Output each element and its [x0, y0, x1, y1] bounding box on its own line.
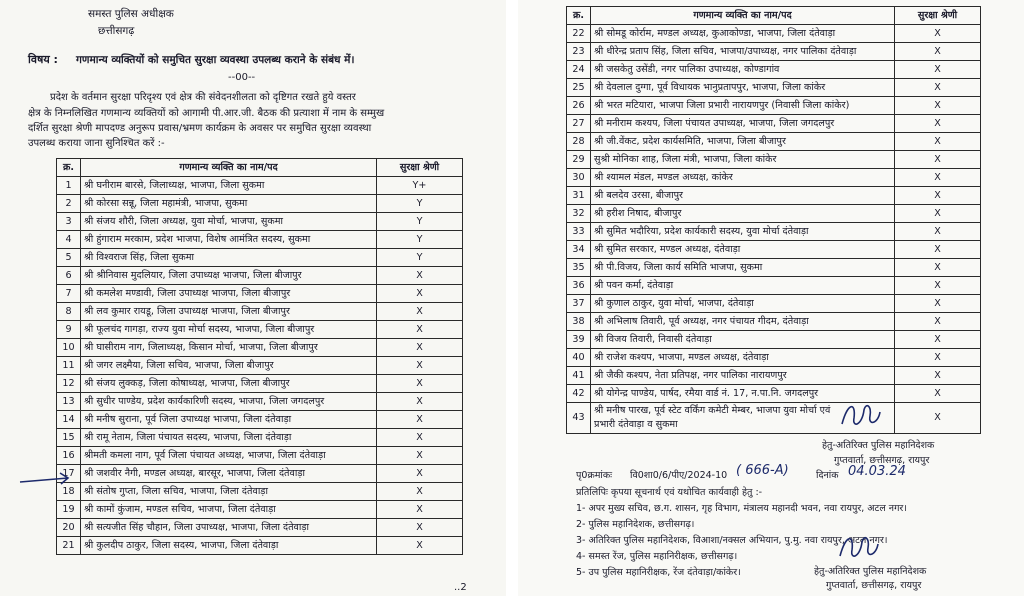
row-serial: 22	[567, 25, 591, 43]
row-security-category: X	[895, 385, 981, 403]
table-header-row	[567, 7, 981, 25]
row-security-category: X	[377, 447, 463, 465]
row-serial: 31	[567, 187, 591, 205]
table-row	[567, 295, 981, 313]
row-name-designation: श्री सुधीर पाण्डेय, प्रदेश कार्यकारिणी सदस्य, भाजपा, जिला जगदलपुर	[81, 393, 377, 411]
row-name-designation: श्री लव कुमार रायडू, जिला उपाध्यक्ष भाजपा, जिला बीजापुर	[81, 303, 377, 321]
table-row	[567, 331, 981, 349]
row-serial: 11	[57, 357, 81, 375]
table-row	[57, 375, 463, 393]
row-security-category: X	[895, 277, 981, 295]
row-serial: 12	[57, 375, 81, 393]
row-name-designation: श्री बलदेव उरसा, बीजापुर	[591, 187, 895, 205]
date-handwritten: 04.03.24	[848, 464, 906, 479]
row-name-designation: श्री मनीष सुराना, पूर्व जिला उपाध्यक्ष भाजपा, जिला दंतेवाड़ा	[81, 411, 377, 429]
row-serial: 24	[567, 61, 591, 79]
row-serial: 7	[57, 285, 81, 303]
row-security-category: X	[895, 97, 981, 115]
row-serial: 21	[57, 537, 81, 555]
letter-page-1	[0, 0, 506, 596]
row-security-category: X	[895, 223, 981, 241]
row-name-designation: श्री विजय तिवारी, निवासी दंतेवाड़ा	[591, 331, 895, 349]
row-serial: 4	[57, 231, 81, 249]
row-serial: 14	[57, 411, 81, 429]
row-security-category: X	[895, 187, 981, 205]
row-name-designation: श्री जैकी कश्यप, नेता प्रतिपक्ष, नगर पालिका नारायणपुर	[591, 367, 895, 385]
row-security-category: X	[895, 205, 981, 223]
table-row	[567, 97, 981, 115]
row-name-line-1: श्री मनीष पारख, पूर्व स्टेट वर्किंग कमेटी मेम्बर, भाजपा युवा मोर्चा एवं	[594, 405, 831, 416]
body-line-4: उपलब्ध कराया जाना सुनिश्चित करें :-	[28, 138, 165, 149]
table-row	[57, 357, 463, 375]
row-name-designation: श्री हुंगाराम मरकाम, प्रदेश भाजपा, विशेष आमंत्रित सदस्य, सुकमा	[81, 231, 377, 249]
table-row	[57, 321, 463, 339]
copy-intro: प्रतिलिपिः कृपया सूचनार्थ एवं यथोचित कार्यवाही हेतु :-	[576, 487, 763, 498]
row-security-category: X	[377, 303, 463, 321]
table-row	[567, 403, 981, 434]
subject-text: गणमान्य व्यक्तियों को समुचित सुरक्षा व्यवस्था उपलब्ध कराने के संबंध में।	[76, 54, 355, 66]
row-serial: 18	[57, 483, 81, 501]
row-serial: 30	[567, 169, 591, 187]
row-security-category: X	[377, 285, 463, 303]
row-security-category: X	[895, 43, 981, 61]
row-serial: 29	[567, 151, 591, 169]
row-name-designation: श्री जगर लक्ष्मैया, जिला सचिव, भाजपा, जिला बीजापुर	[81, 357, 377, 375]
row-security-category: Y	[377, 249, 463, 267]
table-row	[57, 213, 463, 231]
row-security-category: X	[895, 241, 981, 259]
row-name-designation: श्री कुणाल ठाकुर, युवा मोर्चा, भाजपा, दंतेवाड़ा	[591, 295, 895, 313]
row-serial: 15	[57, 429, 81, 447]
row-name-designation: श्री जशवीर नैगी, मण्डल अध्यक्ष, बारसूर, भाजपा, जिला दंतेवाड़ा	[81, 465, 377, 483]
table-row	[567, 79, 981, 97]
ref-number: वि0शा0/6/पीए/2024-10	[630, 470, 728, 481]
table-header-row	[57, 159, 463, 177]
table-row	[57, 339, 463, 357]
table-row	[567, 349, 981, 367]
row-name-designation: श्री पवन कर्मा, दंतेवाड़ा	[591, 277, 895, 295]
table-row	[57, 483, 463, 501]
table-row	[57, 537, 463, 555]
row-name-designation: श्री धीरेन्द्र प्रताप सिंह, जिला सचिव, भाजपा/उपाध्यक्ष, नगर पालिका दंतेवाड़ा	[591, 43, 895, 61]
col-header-sn: क्र.	[567, 7, 591, 25]
col-header-name: गणमान्य व्यक्ति का नाम/पद	[81, 159, 377, 177]
row-security-category: X	[377, 501, 463, 519]
row-name-designation: श्री कामों कुंजाम, मण्डल सचिव, भाजपा, जिला दंतेवाड़ा	[81, 501, 377, 519]
row-name-designation: श्री घनीराम बारसे, जिलाध्यक्ष, भाजपा, जिला सुकमा	[81, 177, 377, 195]
row-name-designation: सुश्री मोनिका शाह, जिला मंत्री, भाजपा, जिला कांकेर	[591, 151, 895, 169]
table-row	[57, 177, 463, 195]
row-serial: 1	[57, 177, 81, 195]
table-row	[57, 447, 463, 465]
row-serial: 13	[57, 393, 81, 411]
copy-item-4: 4- समस्त रेंज, पुलिस महानिरीक्षक, छत्तीसगढ़।	[576, 551, 738, 562]
row-serial: 35	[567, 259, 591, 277]
table-row	[567, 61, 981, 79]
row-serial: 28	[567, 133, 591, 151]
table-row	[57, 465, 463, 483]
col-header-name: गणमान्य व्यक्ति का नाम/पद	[591, 7, 895, 25]
subject-label: विषय :	[28, 53, 58, 66]
table-row	[567, 223, 981, 241]
row-serial: 20	[57, 519, 81, 537]
row-name-designation: श्री राजेश कश्यप, भाजपा, मण्डल अध्यक्ष, दंतेवाड़ा	[591, 349, 895, 367]
row-security-category: X	[895, 25, 981, 43]
row-security-category: X	[377, 267, 463, 285]
signature-mark-2	[836, 530, 882, 564]
row-name-designation: श्री भरत मटियारा, भाजपा जिला प्रभारी नारायणपुर (निवासी जिला कांकेर)	[591, 97, 895, 115]
row-security-category: X	[377, 519, 463, 537]
dignitary-table-left	[56, 158, 463, 555]
table-row	[567, 25, 981, 43]
table-row	[57, 519, 463, 537]
table-row	[57, 429, 463, 447]
row-serial: 41	[567, 367, 591, 385]
row-name-designation: श्री सोमडू कोर्राम, मण्डल अध्यक्ष, कुआकोण्डा, भाजपा, जिला दंतेवाड़ा	[591, 25, 895, 43]
row-security-category: X	[895, 133, 981, 151]
body-line-1: प्रदेश के वर्तमान सुरक्षा परिदृश्य एवं क्षेत्र की संवेदनशीलता को दृष्टिगत रखते हुये वस्तर	[50, 92, 356, 103]
table-row	[567, 169, 981, 187]
row-serial: 16	[57, 447, 81, 465]
row-security-category: X	[377, 429, 463, 447]
row-security-category: X	[377, 537, 463, 555]
row-serial: 32	[567, 205, 591, 223]
row-serial: 27	[567, 115, 591, 133]
row-serial: 39	[567, 331, 591, 349]
row-serial: 25	[567, 79, 591, 97]
row-serial: 36	[567, 277, 591, 295]
table-row	[57, 231, 463, 249]
copy-item-2: 2- पुलिस महानिदेशक, छत्तीसगढ़।	[576, 519, 695, 530]
table-row	[57, 411, 463, 429]
table-row	[567, 115, 981, 133]
row-security-category: X	[377, 465, 463, 483]
signatory-2-line-1: हेतु-अतिरिक्त पुलिस महानिदेशक	[814, 566, 927, 577]
row-security-category: Y	[377, 195, 463, 213]
row-serial: 26	[567, 97, 591, 115]
row-security-category: X	[377, 375, 463, 393]
row-serial: 2	[57, 195, 81, 213]
signature-mark	[838, 398, 884, 432]
table-row	[57, 303, 463, 321]
row-serial: 9	[57, 321, 81, 339]
signatory-2-line-2: गुप्तवार्ता, छत्तीसगढ़, रायपुर	[826, 580, 922, 591]
table-row	[57, 195, 463, 213]
row-serial: 37	[567, 295, 591, 313]
table-row	[57, 285, 463, 303]
page-number: ..2	[454, 582, 467, 593]
row-security-category: X	[895, 259, 981, 277]
row-name-designation: श्री पी.विजय, जिला कार्य समिति भाजपा, सुकमा	[591, 259, 895, 277]
divider-text: --00--	[228, 72, 256, 83]
table-row	[567, 385, 981, 403]
table-row	[567, 151, 981, 169]
row-name-designation: श्री जी.वेंकट, प्रदेश कार्यसमिति, भाजपा, जिला बीजापुर	[591, 133, 895, 151]
copy-item-1: 1- अपर मुख्य सचिव, छ.ग. शासन, गृह विभाग, मंत्रालय महानदी भवन, नवा रायपुर, अटल नगर।	[576, 503, 907, 514]
table-row	[57, 501, 463, 519]
row-serial: 3	[57, 213, 81, 231]
row-security-category: X	[895, 295, 981, 313]
row-serial: 5	[57, 249, 81, 267]
row-name-designation: श्री श्रीनिवास मुदलियार, जिला उपाध्यक्ष भाजपा, जिला बीजापुर	[81, 267, 377, 285]
row-serial: 38	[567, 313, 591, 331]
ref-label: पृ0क्रमांकः	[576, 470, 613, 481]
table-row	[567, 205, 981, 223]
col-header-sn: क्र.	[57, 159, 81, 177]
row-name-designation: श्री मनीराम कश्यप, जिला पंचायत उपाध्यक्ष, भाजपा, जिला जगदलपुर	[591, 115, 895, 133]
row-name-designation: श्री फूलचंद गागड़ा, राज्य युवा मोर्चा सदस्य, भाजपा, जिला बीजापुर	[81, 321, 377, 339]
row-name-designation: श्री श्यामल मंडल, मण्डल अध्यक्ष, कांकेर	[591, 169, 895, 187]
row-security-category: X	[895, 367, 981, 385]
page-gap	[506, 0, 518, 596]
row-serial: 23	[567, 43, 591, 61]
row-serial: 40	[567, 349, 591, 367]
table-row	[567, 313, 981, 331]
row-name-designation: श्री संतोष गुप्ता, जिला सचिव, भाजपा, जिला दंतेवाड़ा	[81, 483, 377, 501]
row-security-category: X	[895, 115, 981, 133]
row-security-category: X	[895, 169, 981, 187]
table-row	[567, 241, 981, 259]
table-row	[57, 267, 463, 285]
row-serial: 17	[57, 465, 81, 483]
pen-arrow-mark	[18, 470, 78, 490]
body-line-2: क्षेत्र के निम्नलिखित गणमान्य व्यक्तियों को आगामी पी.आर.जी. बैठक की प्रत्याशा में नाम के सम्मुख	[28, 108, 385, 119]
dignitary-table-right	[566, 6, 981, 434]
addressee-line-1: समस्त पुलिस अधीक्षक	[88, 8, 174, 20]
row-serial: 6	[57, 267, 81, 285]
date-label: दिनांक	[816, 470, 839, 481]
row-security-category: X	[377, 357, 463, 375]
row-name-designation: श्री संजय लुक्कड़, जिला कोषाध्यक्ष, भाजपा, जिला बीजापुर	[81, 375, 377, 393]
row-name-designation: श्री सुमित सरकार, मण्डल अध्यक्ष, दंतेवाड़ा	[591, 241, 895, 259]
row-name-designation: श्री सत्यजीत सिंह चौहान, जिला उपाध्यक्ष, भाजपा, जिला दंतेवाड़ा	[81, 519, 377, 537]
table-row	[567, 133, 981, 151]
row-security-category: X	[895, 61, 981, 79]
table-row	[57, 393, 463, 411]
row-name-designation: श्री कुलदीप ठाकुर, जिला सदस्य, भाजपा, जिला दंतेवाड़ा	[81, 537, 377, 555]
signatory-1-line-2: गुप्तवार्ता, छत्तीसगढ़, रायपुर	[834, 455, 930, 466]
body-line-3: दर्शित सुरक्षा श्रेणी मापदण्ड अनुरूप प्रवास/भ्रमण कार्यक्रम के अवसर पर समुचित सुरक्षा व्यवस्था	[28, 123, 372, 134]
row-serial: 10	[57, 339, 81, 357]
row-serial: 43	[567, 403, 591, 434]
row-name-designation: श्री कमलेश मण्डावी, जिला उपाध्यक्ष भाजपा, जिला बीजापुर	[81, 285, 377, 303]
row-name-designation: श्री रामू नेताम, जिला पंचायत सदस्य, भाजपा, जिला दंतेवाड़ा	[81, 429, 377, 447]
row-security-category: Y	[377, 231, 463, 249]
row-name-designation: श्री देवलाल दुग्गा, पूर्व विधायक भानुप्रतापपुर, भाजपा, जिला कांकेर	[591, 79, 895, 97]
copy-item-5: 5- उप पुलिस महानिरीक्षक, रेंज दंतेवाड़ा/कांकेर।	[576, 567, 741, 578]
letter-page-2	[518, 0, 1024, 596]
row-security-category: X	[895, 349, 981, 367]
table-row	[567, 43, 981, 61]
ref-handwritten: ( 666-A)	[736, 463, 789, 478]
row-security-category: X	[895, 331, 981, 349]
row-serial: 8	[57, 303, 81, 321]
col-header-category: सुरक्षा श्रेणी	[895, 7, 981, 25]
row-name-designation: श्री अभिलाष तिवारी, पूर्व अध्यक्ष, नगर पंचायत गीदम, दंतेवाड़ा	[591, 313, 895, 331]
row-name-designation: श्री घासीराम नाग, जिलाध्यक्ष, किसान मोर्चा, भाजपा, जिला बीजापुर	[81, 339, 377, 357]
table-row	[57, 249, 463, 267]
row-name-designation: श्री विश्वराज सिंह, जिला सुकमा	[81, 249, 377, 267]
row-name-designation: श्री हरीश निषाद, बीजापुर	[591, 205, 895, 223]
row-security-category: Y+	[377, 177, 463, 195]
table-row	[567, 187, 981, 205]
table-row	[567, 259, 981, 277]
row-name-designation: श्री कोरसा सन्नू, जिला महामंत्री, भाजपा, सुकमा	[81, 195, 377, 213]
row-security-category: X	[895, 403, 981, 434]
signatory-1-line-1: हेतु-अतिरिक्त पुलिस महानिदेशक	[822, 440, 935, 451]
row-name-designation: श्री योगेन्द्र पाण्डेय, पार्षद, रमैया वार्ड नं. 17, न.पा.नि. जगदलपुर	[591, 385, 895, 403]
addressee-line-2: छत्तीसगढ़	[98, 25, 135, 37]
row-serial: 19	[57, 501, 81, 519]
row-name-designation: श्री जसकेतु उसेंडी, नगर पालिका उपाध्यक्ष, कोण्डागांव	[591, 61, 895, 79]
row-name-designation: श्री संजय शौरी, जिला अध्यक्ष, युवा मोर्चा, भाजपा, सुकमा	[81, 213, 377, 231]
row-name-line-2: प्रभारी दंतेवाड़ा व सुकमा	[594, 419, 678, 430]
row-security-category: X	[377, 411, 463, 429]
col-header-category: सुरक्षा श्रेणी	[377, 159, 463, 177]
row-security-category: X	[895, 79, 981, 97]
row-security-category: X	[377, 339, 463, 357]
row-serial: 34	[567, 241, 591, 259]
row-security-category: X	[377, 483, 463, 501]
row-security-category: X	[895, 151, 981, 169]
row-security-category: Y	[377, 213, 463, 231]
row-security-category: X	[377, 393, 463, 411]
row-security-category: X	[895, 313, 981, 331]
row-serial: 33	[567, 223, 591, 241]
copy-item-3: 3- अतिरिक्त पुलिस महानिदेशक, विआशा/नक्सल अभियान, पु.मु. नवा रायपुर, अटल नगर।	[576, 535, 888, 546]
row-security-category: X	[377, 321, 463, 339]
row-name-designation: श्री सुमित भदौरिया, प्रदेश कार्यकारी सदस्य, युवा मोर्चा दंतेवाड़ा	[591, 223, 895, 241]
row-name-designation: श्रीमती कमला नाग, पूर्व जिला पंचायत अध्यक्ष, भाजपा, जिला दंतेवाड़ा	[81, 447, 377, 465]
table-row	[567, 367, 981, 385]
table-row	[567, 277, 981, 295]
row-serial: 42	[567, 385, 591, 403]
